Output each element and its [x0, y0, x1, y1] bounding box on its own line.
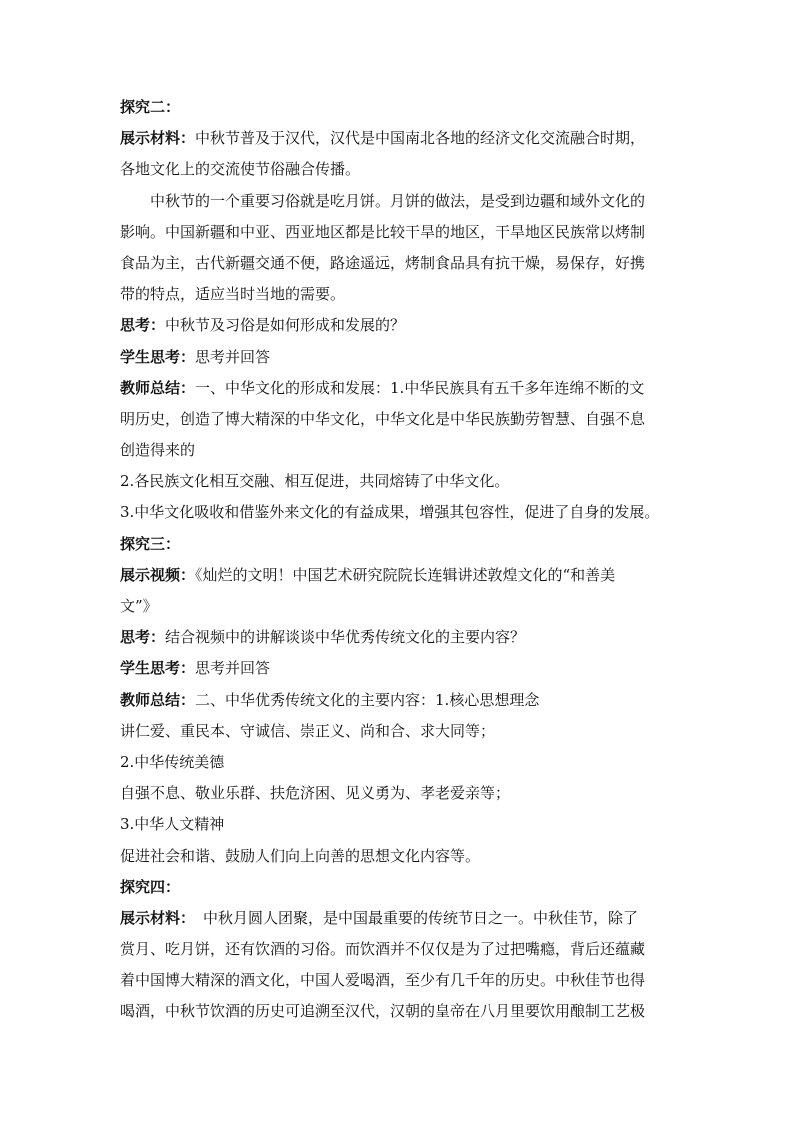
line-text: 讲仁爱、重民本、守诚信、崇正义、尚和合、求大同等；: [120, 721, 496, 740]
text-line: [120, 466, 680, 497]
line-text: 二、中华优秀传统文化的主要内容：1.核心思想理念: [195, 690, 540, 709]
label-think: 思考：: [120, 316, 166, 335]
teacher-summary-line: [120, 685, 680, 716]
student-think-line: [120, 342, 680, 373]
think-line: [120, 310, 680, 341]
line-text: 文”》: [120, 597, 158, 615]
text-line: [120, 217, 680, 248]
line-text: 影响。中国新疆和中亚、西亚地区都是比较干旱的地区，干旱地区民族常以烤制: [120, 222, 646, 241]
text-line: [120, 965, 680, 996]
line-text: 食品为主，古代新疆交通不便，路途遥远，烤制食品具有抗干燥，易保存，好携: [120, 253, 646, 272]
text-line: [120, 934, 680, 965]
line-text: 自强不息、敬业乐群、扶危济困、见义勇为、孝老爱亲等；: [120, 784, 511, 803]
section-heading: 探究二：: [120, 98, 181, 116]
line-text: 3.中华人文精神: [120, 815, 225, 834]
label-teacher-summary: 教师总结：: [120, 690, 196, 709]
heading-explore-4: [120, 872, 680, 903]
line-text: 《灿烂的文明！中国艺术研究院院长连辑讲述敦煌文化的“和善美: [195, 565, 616, 584]
think-line: [120, 622, 680, 653]
line-text: 各地文化上的交流使节俗融合传播。: [120, 160, 361, 179]
section-heading: 探究三：: [120, 534, 181, 553]
text-line: [120, 248, 680, 279]
line-text: 2.中华传统美德: [120, 752, 225, 771]
line-text: 赏月、吃月饼，还有饮酒的习俗。而饮酒并不仅仅是为了过把嘴瘾，背后还蕴藏: [120, 940, 646, 959]
line-text: 结合视频中的讲解谈谈中华优秀传统文化的主要内容？: [165, 628, 526, 647]
line-text: 中秋节及习俗是如何形成和发展的？: [165, 316, 406, 335]
line-text: 创造得来的: [120, 441, 196, 460]
material-line: [120, 123, 680, 154]
label-think: 思考：: [120, 628, 166, 647]
label-material: 展示材料：: [120, 908, 196, 927]
student-think-line: [120, 653, 680, 684]
line-text: 2.各民族文化相互交融、相互促进，共同熔铸了中华文化。: [120, 472, 510, 491]
line-text: 喝酒，中秋节饮酒的历史可追溯至汉代，汉朝的皇帝在八月里要饮用酿制工艺极: [120, 1002, 646, 1021]
line-text: 中秋节普及于汉代，汉代是中国南北各地的经济文化交流融合时期，: [195, 129, 646, 148]
text-line: [120, 809, 680, 840]
line-text: 促进社会和谐、鼓励人们向上向善的思想文化内容等。: [120, 846, 481, 865]
text-line: [120, 841, 680, 872]
document-page: [120, 92, 680, 1028]
label-student-think: 学生思考：: [120, 347, 196, 366]
paragraph-first-line: [120, 186, 680, 217]
text-line: [120, 404, 680, 435]
text-line: [120, 716, 680, 747]
line-text: 中秋节的一个重要习俗就是吃月饼。月饼的做法，是受到边疆和域外文化的: [150, 191, 646, 210]
text-line: [120, 778, 680, 809]
label-video: 展示视频：: [120, 565, 196, 584]
label-teacher-summary: 教师总结：: [120, 378, 196, 397]
line-text: 着中国博大精深的酒文化，中国人爱喝酒，至少有几千年的历史。中秋佳节也得: [120, 971, 646, 990]
label-student-think: 学生思考：: [120, 659, 196, 678]
heading-explore-2: [120, 92, 680, 123]
line-text: 带的特点，适应当时当地的需要。: [120, 285, 346, 304]
teacher-summary-line: [120, 373, 680, 404]
video-line: [120, 560, 680, 591]
text-line: [120, 435, 680, 466]
line-text: 3.中华文化吸收和借鉴外来文化的有益成果，增强其包容性，促进了自身的发展。: [120, 503, 660, 522]
line-text: 中秋月圆人团聚，是中国最重要的传统节日之一。中秋佳节，除了: [203, 908, 639, 927]
line-text: 思考并回答: [195, 659, 271, 678]
text-line: [120, 497, 680, 528]
section-heading: 探究四：: [120, 877, 181, 896]
line-text: 一、中华文化的形成和发展：1.中华民族具有五千多年连绵不断的文: [195, 378, 645, 397]
text-line: [120, 279, 680, 310]
heading-explore-3: [120, 529, 680, 560]
line-text: 明历史，创造了博大精深的中华文化，中华文化是中华民族勤劳智慧、自强不息: [120, 409, 646, 428]
material-line: [120, 903, 680, 934]
line-text: 思考并回答: [195, 347, 271, 366]
text-line: [120, 154, 680, 185]
text-line: [120, 747, 680, 778]
text-line: [120, 996, 680, 1027]
text-line: [120, 591, 680, 622]
label-material: 展示材料：: [120, 129, 196, 148]
